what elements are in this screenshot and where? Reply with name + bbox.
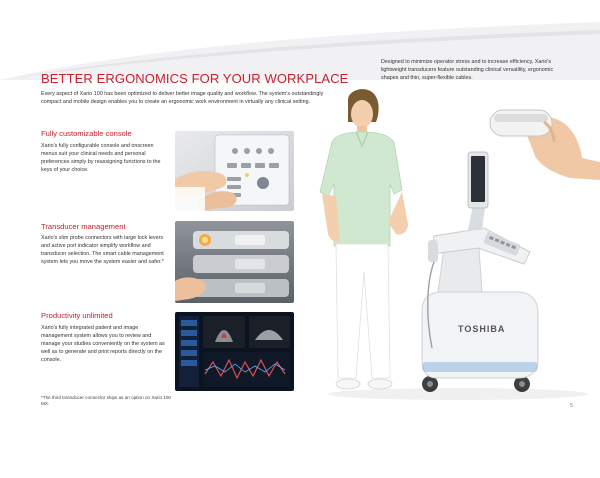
- ultrasound-system: [422, 152, 538, 392]
- section-body-transducer: Xario's slim probe connectors with large lock levers and active port indicator simplify workflow and transducer selection. The smart cable management system lets you move the system easier and safer.*: [41, 235, 164, 266]
- section-body-productivity: Xario's fully integrated patient and image management system allows you to review and manage your studies conveniently on the system as well as to generate and print reports directly on the console.: [41, 325, 165, 364]
- transducer-in-hand: [490, 110, 600, 180]
- productivity-screen-photo: [175, 312, 294, 391]
- page-heading: BETTER ERGONOMICS FOR YOUR WORKPLACE: [41, 71, 349, 86]
- section-title-console: Fully customizable console: [41, 129, 132, 138]
- section-title-transducer: Transducer management: [41, 222, 126, 231]
- transducer-caption: Designed to minimize operator stress and to increase efficiency, Xario's lightweight transducers feature outstanding clinical versatility, ergonomic shapes and thin, super-flexible cables.: [381, 59, 554, 82]
- section-body-console: Xario's fully configurable console and onscreen menus suit your clinical needs and personal preferences simply by reassigning functions to the keys of your choice.: [41, 143, 161, 174]
- console-photo: [175, 131, 294, 211]
- hero-photo: [318, 88, 600, 410]
- transducer-connector-photo: [175, 221, 294, 303]
- section-title-productivity: Productivity unlimited: [41, 311, 113, 320]
- footnote: *The third transducer connector ships as an option on Xario 100 MX.: [41, 395, 171, 407]
- intro-paragraph: Every aspect of Xario 100 has been optimized to deliver better image quality and workflow. The system's outstandingly compact and mobile design enables you to create an ergonomic work environment in virtually any clinical setting.: [41, 91, 324, 106]
- svg-text:TOSHIBA: TOSHIBA: [458, 324, 506, 334]
- page-number: 5: [570, 403, 573, 409]
- nurse-figure: [320, 89, 408, 389]
